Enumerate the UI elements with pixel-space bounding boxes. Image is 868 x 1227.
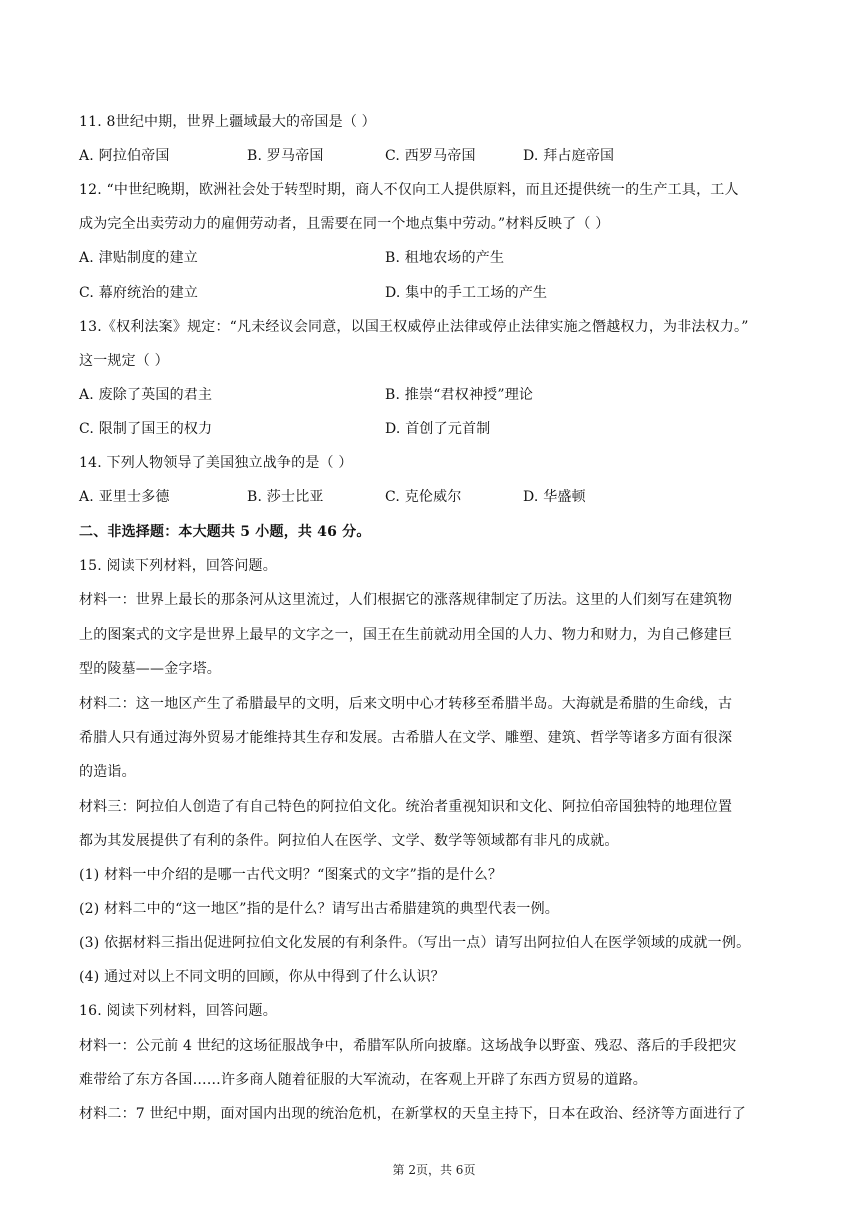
- section-2-title: 二、非选择题：本大题共 5 小题，共 46 分。: [79, 524, 371, 540]
- q15-material-3-line1: 材料三：阿拉伯人创造了有自己特色的阿拉伯文化。统治者重视知识和文化、阿拉伯帝国独特的地理位置: [79, 799, 733, 815]
- q15-subquestion-1: (1) 材料一中介绍的是哪一古代文明？“图案式的文字”指的是什么？: [79, 867, 503, 883]
- question-13-stem-line1: 13.《权利法案》规定：“凡未经议会同意，以国王权威停止法律或停止法律实施之僭越权力，为非法权力。”: [79, 319, 749, 335]
- q15-subquestion-2: (2) 材料二中的“这一地区”指的是什么？请写出古希腊建筑的典型代表一例。: [79, 901, 559, 917]
- option-d: D. 华盛顿: [523, 489, 586, 505]
- option-c: C. 西罗马帝国: [385, 148, 476, 164]
- question-15-intro: 15. 阅读下列材料，回答问题。: [79, 558, 277, 574]
- option-c: C. 幕府统治的建立: [79, 285, 199, 301]
- question-14-stem: 14. 下列人物领导了美国独立战争的是（ ）: [79, 455, 353, 471]
- question-16-intro: 16. 阅读下列材料，回答问题。: [79, 1003, 277, 1019]
- q15-material-2-line3: 的造诣。: [79, 764, 136, 780]
- option-c: C. 克伦威尔: [385, 489, 462, 505]
- option-b: B. 莎士比亚: [247, 489, 324, 505]
- option-d: D. 拜占庭帝国: [523, 148, 615, 164]
- question-12-stem-line1: 12. “中世纪晚期，欧洲社会处于转型时期，商人不仅向工人提供原料，而且还提供统一的生产工具，工人: [79, 182, 739, 198]
- q16-material-1-line1: 材料一：公元前 4 世纪的这场征服战争中，希腊军队所向披靡。这场战争以野蛮、残忍、落后的手段把灾: [79, 1038, 737, 1054]
- option-c: C. 限制了国王的权力: [79, 421, 213, 437]
- option-a: A. 阿拉伯帝国: [79, 148, 170, 164]
- q15-subquestion-3: (3) 依据材料三指出促进阿拉伯文化发展的有利条件。（写出一点）请写出阿拉伯人在医学领域的成就一例。: [79, 935, 751, 951]
- q15-material-1-line2: 上的图案式的文字是世界上最早的文字之一，国王在生前就动用全国的人力、物力和财力，为自己修建巨: [79, 627, 733, 643]
- q15-material-3-line2: 都为其发展提供了有利的条件。阿拉伯人在医学、文学、数学等领域都有非凡的成就。: [79, 833, 619, 849]
- q15-material-1-line3: 型的陵墓——金字塔。: [79, 661, 221, 677]
- option-b: B. 租地农场的产生: [385, 250, 505, 266]
- option-d: D. 首创了元首制: [385, 421, 491, 437]
- question-11-stem: 11. 8世纪中期，世界上疆域最大的帝国是（ ）: [79, 114, 376, 130]
- option-a: A. 亚里士多德: [79, 489, 170, 505]
- q15-material-2-line2: 希腊人只有通过海外贸易才能维持其生存和发展。古希腊人在文学、雕塑、建筑、哲学等诸多方面有很深: [79, 730, 733, 746]
- option-b: B. 推崇“君权神授”理论: [385, 387, 534, 403]
- q16-material-2-line1: 材料二：7 世纪中期，面对国内出现的统治危机，在新掌权的天皇主持下，日本在政治、经济等方面进行了: [79, 1106, 746, 1122]
- page-number-footer: 第 2页，共 6页: [392, 1163, 476, 1177]
- option-a: A. 津贴制度的建立: [79, 250, 199, 266]
- q16-material-1-line2: 难带给了东方各国……许多商人随着征服的大军流动，在客观上开辟了东西方贸易的道路。: [79, 1072, 647, 1088]
- option-a: A. 废除了英国的君主: [79, 387, 213, 403]
- option-d: D. 集中的手工工场的产生: [385, 285, 548, 301]
- option-b: B. 罗马帝国: [247, 148, 324, 164]
- q15-material-2-line1: 材料二：这一地区产生了希腊最早的文明，后来文明中心才转移至希腊半岛。大海就是希腊的生命线，古: [79, 696, 733, 712]
- question-12-stem-line2: 成为完全出卖劳动力的雇佣劳动者，且需要在同一个地点集中劳动。”材料反映了（ ）: [79, 216, 610, 232]
- question-13-stem-line2: 这一规定（ ）: [79, 353, 169, 369]
- q15-material-1-line1: 材料一：世界上最长的那条河从这里流过，人们根据它的涨落规律制定了历法。这里的人们刻写在建筑物: [79, 592, 733, 608]
- q15-subquestion-4: (4) 通过对以上不同文明的回顾，你从中得到了什么认识？: [79, 969, 445, 985]
